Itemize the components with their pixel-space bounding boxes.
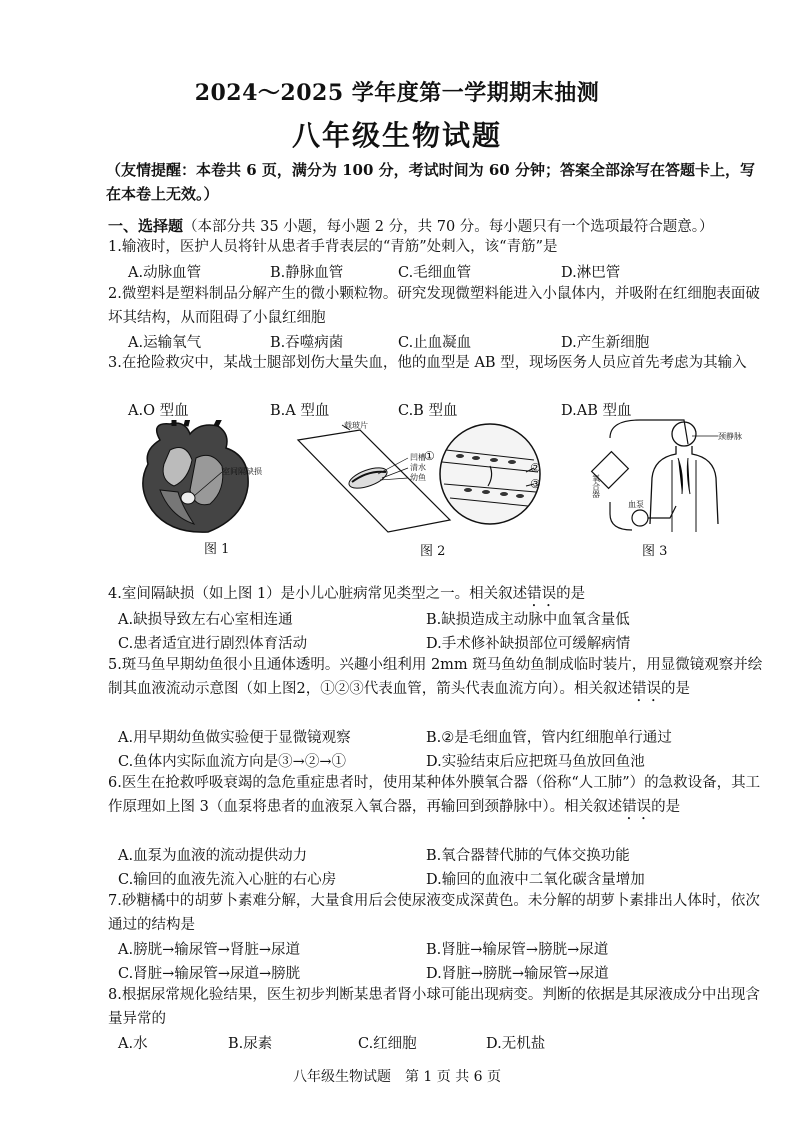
fig2-label: 凹槽 xyxy=(410,453,426,462)
option: C.鱼体内实际血流方向是③→②→① xyxy=(118,754,346,770)
figures-row xyxy=(110,420,760,560)
option: C.B 型血 xyxy=(398,403,458,419)
option: D.肾脏→膀胱→输尿管→尿道 xyxy=(426,966,609,982)
fig2-label: 幼鱼 xyxy=(410,473,426,482)
microscope-figure xyxy=(290,420,550,540)
question-4-options xyxy=(118,608,778,630)
fig3-label: 血泵 xyxy=(628,500,644,509)
option: B.尿素 xyxy=(228,1036,273,1052)
question-5-options xyxy=(118,726,778,748)
heart-figure xyxy=(130,420,270,535)
fig1-label: 室间隔缺损 xyxy=(222,467,262,476)
fig3-caption: 图 3 xyxy=(642,544,668,559)
option: B.缺损造成主动脉中血氧含量低 xyxy=(426,612,630,628)
question-4: 4.室间隔缺损（如上图 1）是小儿心脏病常见类型之一。相关叙述错误的是 xyxy=(108,586,586,602)
exam-notice: （友情提醒：本卷共 6 页，满分为 100 分，考试时间为 60 分钟；答案全部涂写在答题卡上，写在本卷上无效。） xyxy=(106,161,755,203)
fig2-marker: ① xyxy=(424,449,435,463)
option: B.肾脏→输尿管→膀胱→尿道 xyxy=(426,942,609,958)
question-3: 3.在抢险救灾中，某战士腿部划伤大量失血，他的血型是 AB 型，现场医务人员应首先考虑为其输入 xyxy=(108,355,747,371)
option: D.实验结束后应把斑马鱼放回鱼池 xyxy=(426,754,645,770)
section-heading xyxy=(108,215,768,238)
option: A.血泵为血液的流动提供动力 xyxy=(118,848,308,864)
fig1-caption: 图 1 xyxy=(204,542,230,557)
option: B.静脉血管 xyxy=(270,265,344,281)
question-6: 6.医生在抢救呼吸衰竭的急危重症患者时，使用某种体外膜氧合器（俗称“人工肺”）的急救设备，其工作原理如上图 3（血泵将患者的血液泵入氧合器，再输回到颈静脉中）。相关叙述错误的是 xyxy=(108,775,761,815)
question-5-options-2 xyxy=(118,750,778,772)
fig3-label: 氧合器 xyxy=(591,474,601,498)
exam-subtitle: 八年级生物试题 xyxy=(291,119,502,152)
option: A.运输氧气 xyxy=(128,335,202,351)
question-1: 1.输液时，医护人员将针从患者手背表层的“青筋”处刺入，该“青筋”是 xyxy=(108,239,558,255)
ecmo-figure xyxy=(580,414,760,538)
option: C.毛细血管 xyxy=(398,265,472,281)
question-6-options xyxy=(118,844,778,866)
option: D.淋巴管 xyxy=(561,265,621,281)
fig2-label: 清水 xyxy=(410,463,426,472)
option: A.动脉血管 xyxy=(128,265,202,281)
option: C.红细胞 xyxy=(358,1036,417,1052)
option: B.氧合器替代肺的气体交换功能 xyxy=(426,848,630,864)
option: C.止血凝血 xyxy=(398,335,472,351)
option: C.输回的血液先流入心脏的右心房 xyxy=(118,872,337,888)
option: B.②是毛细血管，管内红细胞单行通过 xyxy=(426,730,672,746)
question-7: 7.砂糖橘中的胡萝卜素难分解，大量食用后会使尿液变成深黄色。未分解的胡萝卜素排出人体时，依次通过的结构是 xyxy=(108,893,760,933)
section-intro: （本部分共 35 小题，每小题 2 分，共 70 分。每小题只有一个选项最符合题意。） xyxy=(183,219,714,235)
option: D.输回的血液中二氧化碳含量增加 xyxy=(426,872,645,888)
exam-title: 2024～2025 学年度第一学期期末抽测 xyxy=(194,80,600,106)
question-2-options xyxy=(118,331,778,353)
option: B.吞噬病菌 xyxy=(270,335,344,351)
option: D.AB 型血 xyxy=(561,403,632,419)
option: A.用早期幼鱼做实验便于显微镜观察 xyxy=(118,730,351,746)
option: A.O 型血 xyxy=(128,403,189,419)
option: D.手术修补缺损部位可缓解病情 xyxy=(426,636,631,652)
option: A.膀胱→输尿管→肾脏→尿道 xyxy=(118,942,301,958)
fig2-marker: ② xyxy=(530,461,541,475)
option: C.患者适宜进行剧烈体育活动 xyxy=(118,636,308,652)
option: B.A 型血 xyxy=(270,403,330,419)
question-5: 5.斑马鱼早期幼鱼很小且通体透明。兴趣小组利用 2mm 斑马鱼幼鱼制成临时装片，用显微镜观察并绘制其血液流动示意图（如上图2，①②③代表血管，箭头代表血流方向）。相关叙述错误的是 xyxy=(108,657,763,697)
question-7-options-2 xyxy=(118,962,778,984)
fig2-label: 载玻片 xyxy=(344,421,368,430)
fig2-marker: ③ xyxy=(530,477,541,491)
page-footer: 八年级生物试题 第 1 页 共 6 页 xyxy=(292,1069,502,1085)
option: D.无机盐 xyxy=(486,1036,546,1052)
fig2-caption: 图 2 xyxy=(420,544,446,559)
option: A.水 xyxy=(118,1036,148,1052)
question-6-options-2 xyxy=(118,868,778,890)
question-8: 8.根据尿常规化验结果，医生初步判断某患者肾小球可能出现病变。判断的依据是其尿液成分中出现含量异常的 xyxy=(108,987,760,1027)
option: D.产生新细胞 xyxy=(561,335,650,351)
question-8-options xyxy=(118,1032,778,1054)
option: A.缺损导致左右心室相连通 xyxy=(118,612,293,628)
question-2: 2.微塑料是塑料制品分解产生的微小颗粒物。研究发现微塑料能进入小鼠体内，并吸附在红细胞表面破坏其结构，从而阻碍了小鼠红细胞 xyxy=(108,286,760,326)
question-4-options-2 xyxy=(118,632,778,654)
question-1-options xyxy=(118,261,778,283)
question-7-options xyxy=(118,938,778,960)
section-title: 一、选择题 xyxy=(108,217,184,235)
fig3-label: 颈静脉 xyxy=(718,432,742,441)
option: C.肾脏→输尿管→尿道→膀胱 xyxy=(118,966,301,982)
